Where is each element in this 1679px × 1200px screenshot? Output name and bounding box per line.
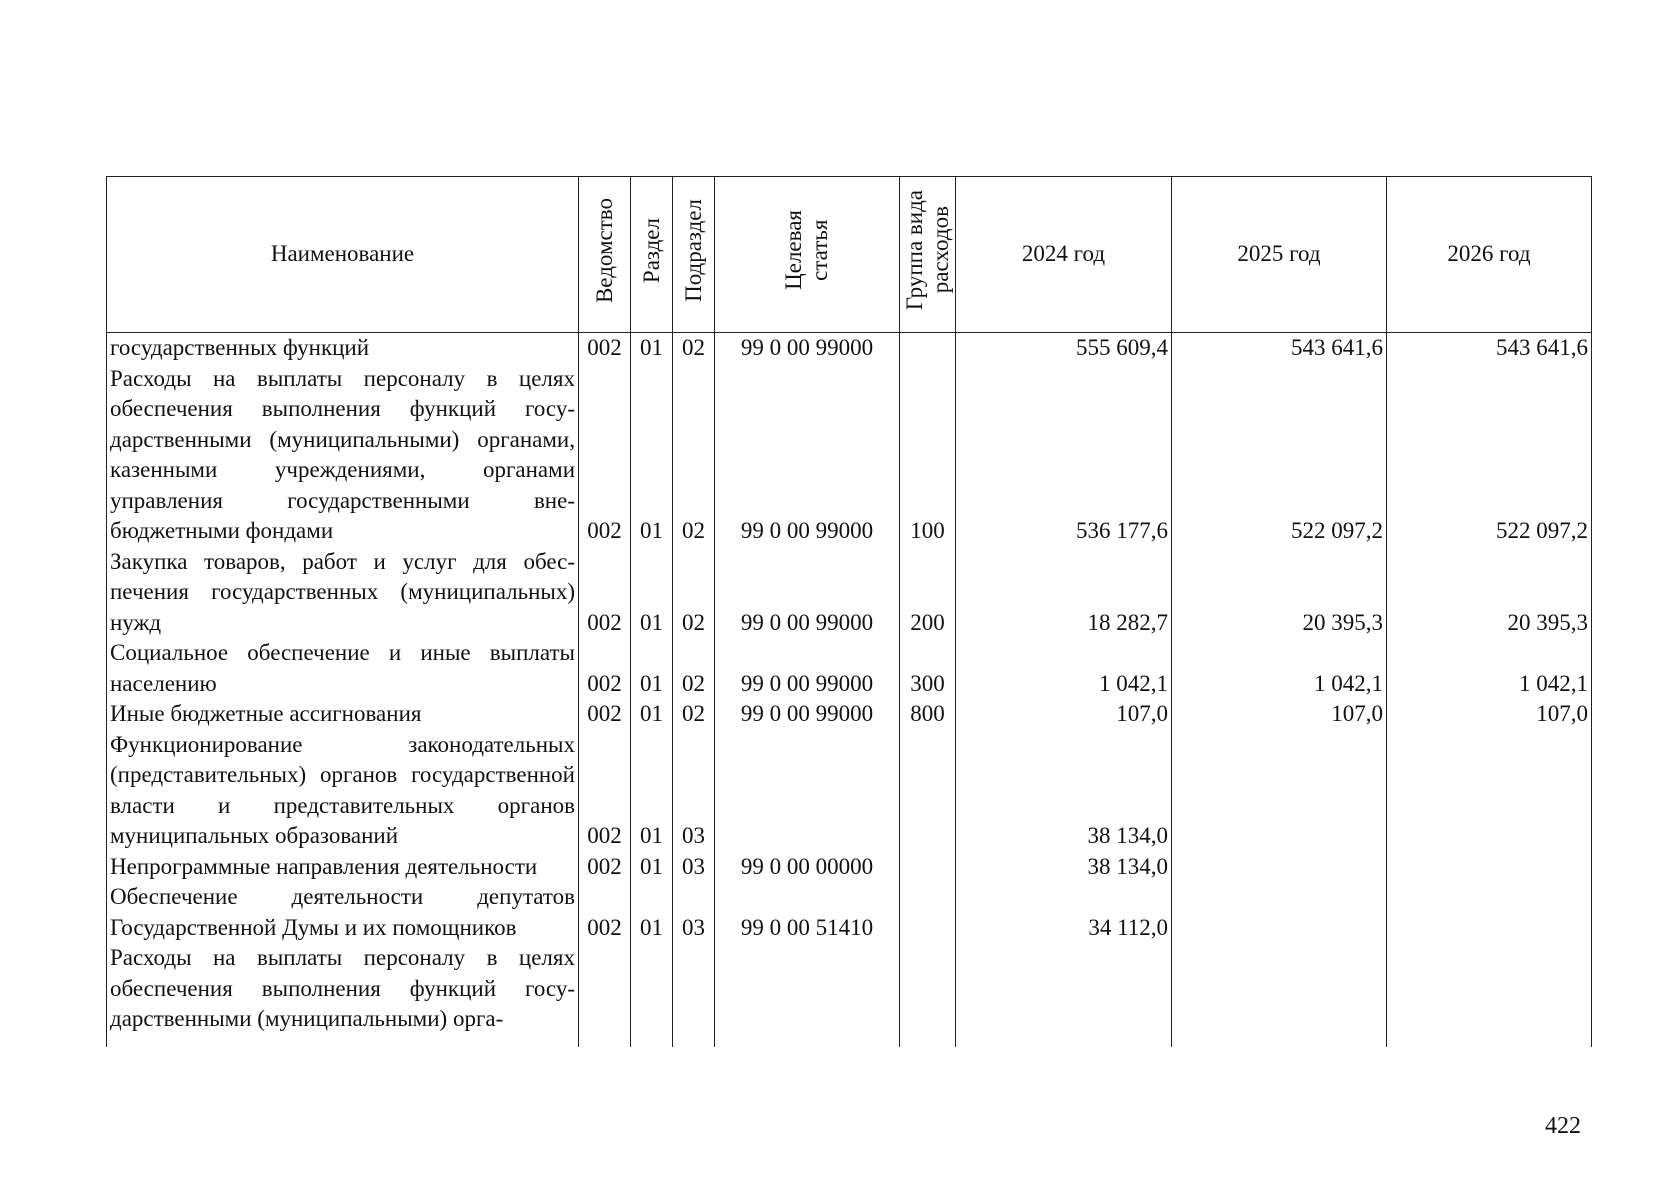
row-vedomstvo: 002 xyxy=(579,852,631,883)
row-vedomstvo: 002 xyxy=(579,699,631,730)
header-podrazdel: Подраздел xyxy=(673,177,715,333)
row-expense-group xyxy=(900,730,956,852)
row-value-2026: 543 641,6 xyxy=(1387,333,1592,364)
row-value-2025: 107,0 xyxy=(1172,699,1387,730)
table-row xyxy=(107,333,1592,364)
row-name: Расходы на выплаты персоналу в целях обеспечения выполнения функций государственными (муниципальными) органами, казенными учреждениями, органами управления государственными внебюджетными фондами xyxy=(107,364,579,547)
row-value-2026 xyxy=(1387,730,1592,852)
row-name: Расходы на выплаты персоналу в целях обеспечения выполнения функций государственными (муниципальными) орга- xyxy=(107,943,579,1047)
row-razdel xyxy=(631,943,673,1047)
row-name: Непрограммные направления деятельности xyxy=(107,852,579,883)
row-value-2024: 555 609,4 xyxy=(956,333,1172,364)
header-target-article: Целевая статья xyxy=(715,177,900,333)
row-vedomstvo: 002 xyxy=(579,364,631,547)
row-value-2024: 18 282,7 xyxy=(956,547,1172,639)
header-vedomstvo: Ведомство xyxy=(579,177,631,333)
table-row xyxy=(107,943,1592,1047)
row-vedomstvo: 002 xyxy=(579,882,631,943)
table-row xyxy=(107,699,1592,730)
row-name: Функционирование законодательных (представительных) органов государственной власти и представительных органов муниципальных образований xyxy=(107,730,579,852)
row-podrazdel: 02 xyxy=(673,547,715,639)
header-name: Наименование xyxy=(107,177,579,333)
row-target-article xyxy=(715,943,900,1047)
row-value-2024: 38 134,0 xyxy=(956,730,1172,852)
row-value-2026 xyxy=(1387,882,1592,943)
row-podrazdel: 03 xyxy=(673,882,715,943)
row-expense-group: 300 xyxy=(900,638,956,699)
row-razdel: 01 xyxy=(631,638,673,699)
row-target-article: 99 0 00 99000 xyxy=(715,699,900,730)
row-value-2024: 107,0 xyxy=(956,699,1172,730)
row-podrazdel: 02 xyxy=(673,699,715,730)
row-value-2025: 20 395,3 xyxy=(1172,547,1387,639)
header-year-2026: 2026 год xyxy=(1387,177,1592,333)
budget-table xyxy=(106,176,1592,1047)
row-razdel: 01 xyxy=(631,547,673,639)
row-vedomstvo: 002 xyxy=(579,638,631,699)
row-value-2025 xyxy=(1172,882,1387,943)
row-target-article: 99 0 00 99000 xyxy=(715,638,900,699)
row-podrazdel: 02 xyxy=(673,638,715,699)
row-name: Закупка товаров, работ и услуг для обеспечения государственных (муниципальных) нужд xyxy=(107,547,579,639)
row-target-article: 99 0 00 99000 xyxy=(715,364,900,547)
table-row xyxy=(107,364,1592,547)
row-razdel: 01 xyxy=(631,882,673,943)
row-expense-group xyxy=(900,852,956,883)
row-podrazdel xyxy=(673,943,715,1047)
row-vedomstvo: 002 xyxy=(579,547,631,639)
row-value-2026: 1 042,1 xyxy=(1387,638,1592,699)
row-vedomstvo: 002 xyxy=(579,730,631,852)
row-razdel: 01 xyxy=(631,333,673,364)
header-year-2025: 2025 год xyxy=(1172,177,1387,333)
row-expense-group xyxy=(900,882,956,943)
row-target-article: 99 0 00 99000 xyxy=(715,547,900,639)
row-value-2024: 536 177,6 xyxy=(956,364,1172,547)
table-row xyxy=(107,547,1592,639)
row-expense-group: 100 xyxy=(900,364,956,547)
row-expense-group xyxy=(900,943,956,1047)
row-value-2026: 107,0 xyxy=(1387,699,1592,730)
header-year-2024: 2024 год xyxy=(956,177,1172,333)
row-podrazdel: 02 xyxy=(673,333,715,364)
table-row xyxy=(107,730,1592,852)
row-value-2025 xyxy=(1172,730,1387,852)
row-target-article: 99 0 00 51410 xyxy=(715,882,900,943)
row-expense-group: 800 xyxy=(900,699,956,730)
row-value-2024: 34 112,0 xyxy=(956,882,1172,943)
row-value-2026 xyxy=(1387,852,1592,883)
row-name: государственных функций xyxy=(107,333,579,364)
row-target-article xyxy=(715,730,900,852)
table-header-row xyxy=(107,177,1592,333)
row-value-2025: 522 097,2 xyxy=(1172,364,1387,547)
row-podrazdel: 02 xyxy=(673,364,715,547)
row-expense-group xyxy=(900,333,956,364)
row-expense-group: 200 xyxy=(900,547,956,639)
row-razdel: 01 xyxy=(631,730,673,852)
row-razdel: 01 xyxy=(631,364,673,547)
page-number: 422 xyxy=(1545,1113,1581,1139)
row-name: Иные бюджетные ассигнования xyxy=(107,699,579,730)
table-row xyxy=(107,852,1592,883)
row-podrazdel: 03 xyxy=(673,852,715,883)
row-value-2026: 20 395,3 xyxy=(1387,547,1592,639)
row-value-2026: 522 097,2 xyxy=(1387,364,1592,547)
row-value-2025: 1 042,1 xyxy=(1172,638,1387,699)
row-value-2025 xyxy=(1172,943,1387,1047)
table-row xyxy=(107,882,1592,943)
row-podrazdel: 03 xyxy=(673,730,715,852)
table-row xyxy=(107,638,1592,699)
row-razdel: 01 xyxy=(631,699,673,730)
row-value-2024: 1 042,1 xyxy=(956,638,1172,699)
row-name: Обеспечение деятельности депутатов Государственной Думы и их помощников xyxy=(107,882,579,943)
row-value-2025 xyxy=(1172,852,1387,883)
row-target-article: 99 0 00 99000 xyxy=(715,333,900,364)
row-value-2026 xyxy=(1387,943,1592,1047)
row-value-2024 xyxy=(956,943,1172,1047)
header-razdel: Раздел xyxy=(631,177,673,333)
row-value-2025: 543 641,6 xyxy=(1172,333,1387,364)
header-expense-group: Группа вида расходов xyxy=(900,177,956,333)
row-razdel: 01 xyxy=(631,852,673,883)
row-target-article: 99 0 00 00000 xyxy=(715,852,900,883)
row-vedomstvo: 002 xyxy=(579,333,631,364)
row-value-2024: 38 134,0 xyxy=(956,852,1172,883)
row-name: Социальное обеспечение и иные выплаты населению xyxy=(107,638,579,699)
row-vedomstvo xyxy=(579,943,631,1047)
